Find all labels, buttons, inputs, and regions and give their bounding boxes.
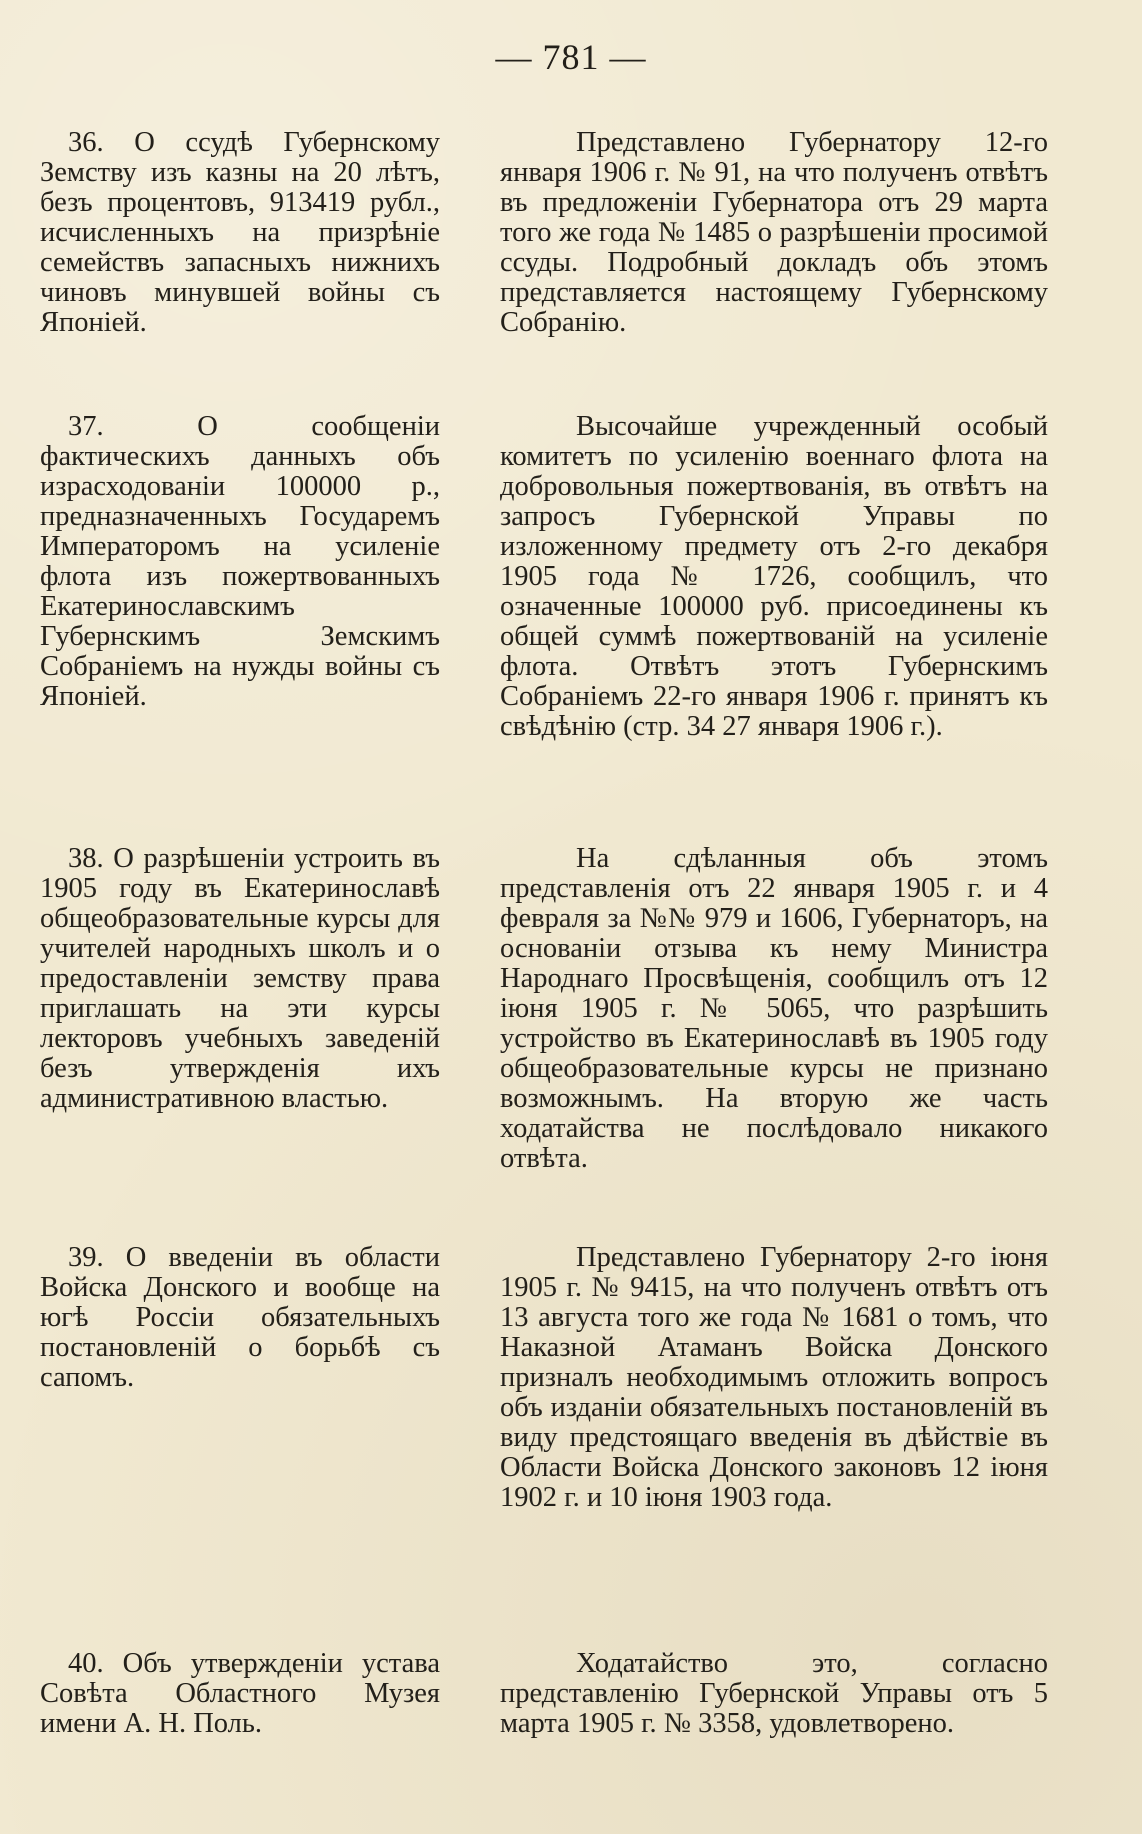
entry-resolution: Представлено Губернатору 2-го іюня 1905 г. № 9415, на что полученъ отвѣтъ отъ 13 августа того же года № 1681 о томъ, что Наказной Атаманъ Войска Донского призналъ необходимымъ отложить вопросъ объ изданіи обязательныхъ постановленій въ виду предстоящаго введенія въ дѣйствіе въ Области Войска Донского законовъ 12 іюня 1902 г. и 10 іюня 1903 года. xyxy=(500,1242,1048,1513)
entry-resolution: Ходатайство это, согласно представленію Губернской Управы отъ 5 марта 1905 г. № 3358, удовлетворено. xyxy=(500,1648,1048,1739)
entry-resolution: На сдѣланныя объ этомъ представленія отъ 22 января 1905 г. и 4 февраля за №№ 979 и 1606, Губернаторъ, на основаніи отзыва къ нему Министра Народнаго Просвѣщенія, сообщилъ отъ 12 іюня 1905 г. № 5065, что разрѣшить устройство въ Екатеринославѣ въ 1905 году общеобразовательные курсы не признано возможнымъ. На вторую же часть ходатайства не послѣдовало никакого отвѣта. xyxy=(500,843,1048,1174)
entry-subject: 40. Объ утвержденіи устава Совѣта Областного Музея имени А. Н. Поль. xyxy=(40,1648,440,1739)
entry-resolution: Представлено Губернатору 12-го января 1906 г. № 91, на что полученъ отвѣтъ въ предложеніи Губернатора отъ 29 марта того же года № 1485 о разрѣшеніи просимой ссуды. Подробный докладъ объ этомъ представляется настоящему Губернскому Собранію. xyxy=(500,127,1048,338)
entry-subject: 39. О введеніи въ области Войска Донского и вообще на югѣ Россіи обязательныхъ постановленій о борьбѣ съ сапомъ. xyxy=(40,1242,440,1393)
entry-subject: 38. О разрѣшеніи устроить въ 1905 году въ Екатеринославѣ общеобразовательные курсы для учителей народныхъ школъ и о предоставленіи земству права приглашать на эти курсы лекторовъ учебныхъ заведеній безъ утвержденія ихъ административною властью. xyxy=(40,843,440,1114)
page-number: — 781 — xyxy=(495,37,647,77)
entry-subject: 36. О ссудѣ Губернскому Земству изъ казны на 20 лѣтъ, безъ процентовъ, 913419 рубл., исчисленныхъ на призрѣніе семействъ запасныхъ нижнихъ чиновъ минувшей войны съ Японіей. xyxy=(40,127,440,338)
entry-resolution: Высочайше учрежденный особый комитетъ по усиленію военнаго флота на добровольныя пожертвованія, въ отвѣтъ на запросъ Губернской Управы по изложенному предмету отъ 2-го декабря 1905 года № 1726, сообщилъ, что означенные 100000 руб. присоединены къ общей суммѣ пожертвованій на усиленіе флота. Отвѣтъ этотъ Губернскимъ Собраніемъ 22-го января 1906 г. принятъ къ свѣдѣнію (стр. 34 27 января 1906 г.). xyxy=(500,411,1048,742)
entry-subject: 37. О сообщеніи фактическихъ данныхъ объ израсходованіи 100000 р., предназначенныхъ Государемъ Императоромъ на усиленіе флота изъ пожертвованныхъ Екатеринославскимъ Губернскимъ Земскимъ Собраніемъ на нужды войны съ Японіей. xyxy=(40,411,440,712)
